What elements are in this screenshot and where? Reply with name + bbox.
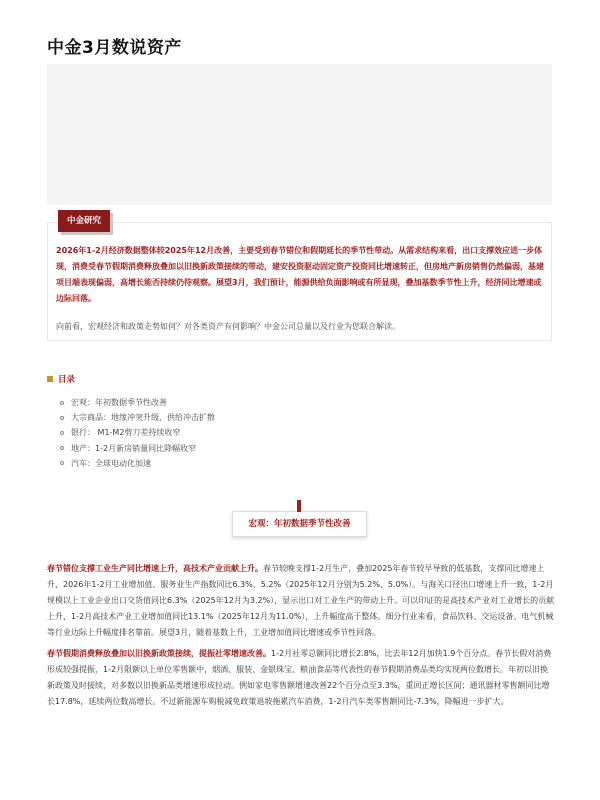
hero-image-placeholder — [47, 64, 552, 205]
circle-bullet-icon — [60, 461, 64, 465]
square-bullet-icon — [47, 376, 53, 382]
toc-list — [60, 395, 215, 471]
toc-item-label: 大宗商品：地缘冲突升级，供给冲击扩散 — [71, 413, 215, 423]
toc-item-label: 地产：1-2月新房销量同比降幅收窄 — [71, 443, 197, 453]
toc-item-label: 银行： M1-M2剪刀差持续收窄 — [71, 428, 181, 438]
page-title: 中金3月数说资产 — [47, 38, 182, 58]
toc-item-label: 汽车：全球电动化加速 — [71, 458, 151, 468]
toc-heading — [47, 373, 75, 385]
toc-item[interactable] — [60, 456, 215, 471]
paragraph-body: 春节较晚支撑1-2月生产，叠加2025年春节较早导致的低基数，支撑同比增速上升，2026年1-2月工业增加值、服务业生产指数同比6.3%、5.2%（2025年12月分别为5.2%、5.0%）。与海关口径出口增速上升一致，1-2月规模以上工业企业出口交货值同比6.3%（2025年12月为3.2%），显示出口对工业生产的带动上升。可以印证的是高技术产业对工业增长的贡献上升，1-2月高技术产业工业增加值同比13.1%（2025年12月为11.0%），上升幅度高于整体。细分行业来看，食品饮料、交运设备、电气机械等行业边际上升幅度排名靠前。展望3月，随着基数上升，工业增加值同比增速或季节性回落。 — [47, 564, 555, 637]
toc-item-label: 宏观：年初数据季节性改善 — [71, 398, 167, 407]
circle-bullet-icon — [60, 446, 64, 450]
paragraph-lead: 春节错位支撑工业生产同比增速上升，高技术产业贡献上升。 — [47, 564, 263, 573]
card-badge: 中金研究 — [58, 210, 110, 232]
card-note-text: 向前看，宏观经济和政策走势如何？对各类资产有何影响？中金公司总量以及行业为您联合解读。 — [56, 322, 400, 331]
summary-card — [47, 216, 552, 341]
paragraph — [47, 646, 555, 710]
circle-bullet-icon — [60, 431, 64, 435]
toc-item[interactable] — [60, 395, 215, 410]
toc-item[interactable] — [60, 441, 215, 456]
paragraph-body: 1-2月社零总额同比增长2.8%，比去年12月加快1.9个百分点。春节长假对消费形成较强提振，1-2月限额以上单位零售额中，烟酒、服装、金银珠宝、粮油食品等代表性的春节假期消费品类均实现两位数增长。年初以旧换新政策及时接续，对多数以旧换新品类增速形成拉动。例如家电零售额增速改善22个百分点至3.3%，重回正增长区间；通讯器材零售额同比增长17.8%，延续两位数高增长。不过新能源车购税减免政策退坡拖累汽车消费，1-2月汽车类零售额同比-7.3%，降幅进一步扩大。 — [47, 649, 552, 706]
toc-item[interactable] — [60, 410, 215, 425]
card-lead-text: 2026年1-2月经济数据整体较2025年12月改善，主要受到春节错位和假期延长的季节性带动。从需求结构来看，出口支撑效应进一步体现，消费受春节假期消费释放叠加以旧换新政策接续的带动，建安投资驱动固定资产投资同比增速转正，但房地产新房销售仍然偏弱，基建项目端表现偏弱，高增长能否持续仍待观察。展望3月，我们预计，能源供给负面影响或有所显现，叠加基数季节性上升，经济同比增速或边际回落。 — [56, 246, 544, 303]
circle-bullet-icon — [60, 416, 64, 420]
toc-item[interactable] — [60, 425, 215, 440]
paragraph-lead: 春节假期消费释放叠加以旧换新政策接续，提振社零增速改善。 — [47, 649, 271, 658]
paragraph — [47, 561, 555, 641]
circle-bullet-icon — [60, 401, 64, 405]
toc-heading-label: 目录 — [58, 375, 76, 385]
section-heading: 宏观：年初数据季节性改善 — [232, 511, 367, 537]
